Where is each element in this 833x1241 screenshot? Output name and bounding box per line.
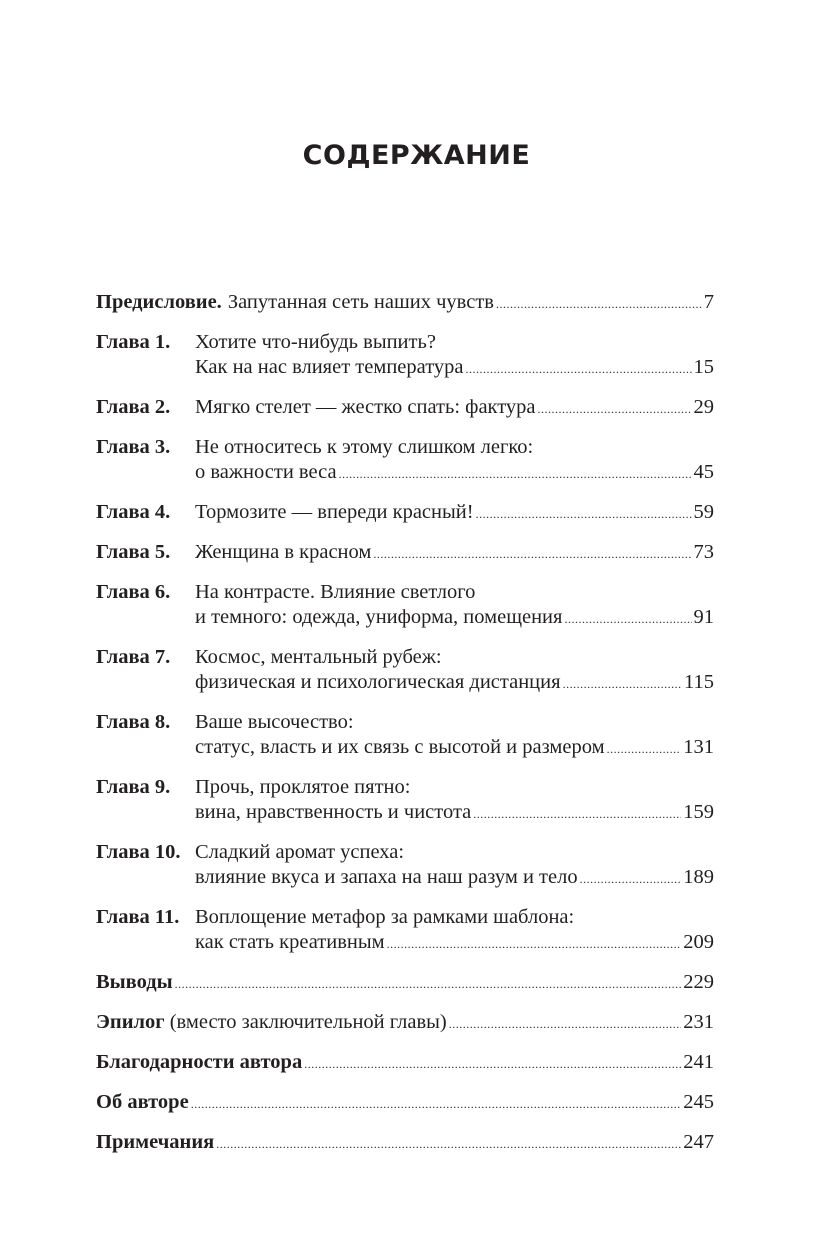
toc-entry-epilogue[interactable] [96, 1010, 714, 1037]
dot-leader [466, 355, 692, 382]
toc-entry-label: Глава 1. [96, 331, 171, 353]
toc-entry-title: Не относитесь к этому слишком легко: [195, 436, 534, 458]
toc-page-number: 45 [693, 461, 714, 483]
toc-entry-subtitle: и темного: одежда, униформа, помещения [195, 606, 563, 628]
dot-leader [175, 970, 682, 997]
dot-leader [449, 1010, 682, 1037]
toc-entry-subtitle: физическая и психологическая дистанция [195, 671, 561, 693]
dot-leader [473, 800, 681, 827]
toc-entry-chapter-1[interactable] [96, 330, 714, 382]
toc-page-number: 73 [693, 541, 714, 563]
toc-entry-label: Глава 5. [96, 541, 171, 563]
toc-entry-title: Ваше высочество: [195, 711, 354, 733]
toc-entry-chapter-9[interactable] [96, 775, 714, 827]
toc-page-number: 189 [683, 866, 714, 888]
toc-entry-notes[interactable] [96, 1130, 714, 1157]
toc-entry-label: Глава 7. [96, 646, 171, 668]
toc-entry-chapter-5[interactable] [96, 540, 714, 567]
toc-entry-chapter-6[interactable] [96, 580, 714, 632]
dot-leader [216, 1130, 681, 1157]
dot-leader [564, 605, 691, 632]
toc-entry-subtitle: статус, власть и их связь с высотой и размером [195, 736, 605, 758]
toc-entry-label: Глава 11. [96, 906, 180, 928]
dot-leader [339, 460, 692, 487]
toc-entry-chapter-10[interactable] [96, 840, 714, 892]
toc-entry-title: Воплощение метафор за рамками шаблона: [195, 906, 575, 928]
toc-entry-subtitle: Как на нас влияет температура [195, 356, 464, 378]
toc-page-number: 229 [683, 971, 714, 993]
toc-page-number: 29 [693, 396, 714, 418]
toc-entry-title: Тормозите — впереди красный! [195, 501, 474, 523]
toc-entry-chapter-7[interactable] [96, 645, 714, 697]
toc-entry-subtitle: вина, нравственность и чистота [195, 801, 472, 823]
dot-leader [387, 930, 682, 957]
toc-page-number: 115 [684, 671, 714, 693]
dot-leader [191, 1090, 682, 1117]
toc-page-number: 91 [693, 606, 714, 628]
toc-page-number: 231 [683, 1011, 714, 1033]
toc-entry-title: Космос, ментальный рубеж: [195, 646, 442, 668]
toc-entry-title: Хотите что-нибудь выпить? [195, 331, 436, 353]
toc-entry-title: Запутанная сеть наших чувств [227, 291, 494, 313]
toc-entry-label: Глава 4. [96, 501, 171, 523]
toc-page-number: 209 [683, 931, 714, 953]
toc-entry-label: Благодарности автора [96, 1051, 303, 1073]
dot-leader [476, 500, 692, 527]
toc-entry-title: Женщина в красном [195, 541, 372, 563]
toc-entry-label: Глава 6. [96, 581, 171, 603]
dot-leader [580, 865, 682, 892]
toc-entry-acknowledgements[interactable] [96, 1050, 714, 1077]
dot-leader [563, 670, 682, 697]
toc-entry-chapter-11[interactable] [96, 905, 714, 957]
dot-leader [538, 395, 692, 422]
toc-entry-label: Глава 2. [96, 396, 171, 418]
toc-entry-subtitle: о важности веса [195, 461, 337, 483]
toc-entry-label: Об авторе [96, 1091, 189, 1113]
toc-entry-label: Глава 8. [96, 711, 171, 733]
page-title: СОДЕРЖАНИЕ [302, 140, 531, 171]
toc-entry-label: Предисловие. [96, 291, 222, 313]
toc-entry-chapter-4[interactable] [96, 500, 714, 527]
toc-page-number: 247 [683, 1131, 714, 1153]
toc-entry-title: Прочь, проклятое пятно: [195, 776, 411, 798]
toc-entry-conclusions[interactable] [96, 970, 714, 997]
toc-page-number: 241 [683, 1051, 714, 1073]
toc-page-number: 15 [693, 356, 714, 378]
toc-entry-title: Мягко стелет — жестко спать: фактура [195, 396, 536, 418]
toc-entry-label: Эпилог [96, 1011, 165, 1033]
toc-entry-chapter-3[interactable] [96, 435, 714, 487]
toc-entry-label: Глава 10. [96, 841, 181, 863]
toc-entry-subtitle: влияние вкуса и запаха на наш разум и тело [195, 866, 578, 888]
table-of-contents [96, 290, 714, 1170]
dot-leader [304, 1050, 681, 1077]
toc-page-number: 159 [683, 801, 714, 823]
toc-page-number: 245 [683, 1091, 714, 1113]
dot-leader [496, 290, 702, 317]
dot-leader [373, 540, 691, 567]
toc-entry-title: На контрасте. Влияние светлого [195, 581, 476, 603]
toc-page-number: 59 [693, 501, 714, 523]
toc-entry-label: Глава 3. [96, 436, 171, 458]
dot-leader [607, 735, 682, 762]
toc-entry-chapter-8[interactable] [96, 710, 714, 762]
toc-entry-preface[interactable] [96, 290, 714, 317]
toc-entry-chapter-2[interactable] [96, 395, 714, 422]
toc-entry-label: Глава 9. [96, 776, 171, 798]
toc-entry-label: Выводы [96, 971, 173, 993]
toc-entry-title: (вместо заключительной главы) [164, 1011, 447, 1033]
toc-page-number: 7 [703, 291, 714, 313]
toc-page-number: 131 [683, 736, 714, 758]
toc-entry-label: Примечания [96, 1131, 215, 1153]
toc-entry-title: Сладкий аромат успеха: [195, 841, 405, 863]
toc-entry-about-author[interactable] [96, 1090, 714, 1117]
toc-entry-subtitle: как стать креативным [195, 931, 385, 953]
